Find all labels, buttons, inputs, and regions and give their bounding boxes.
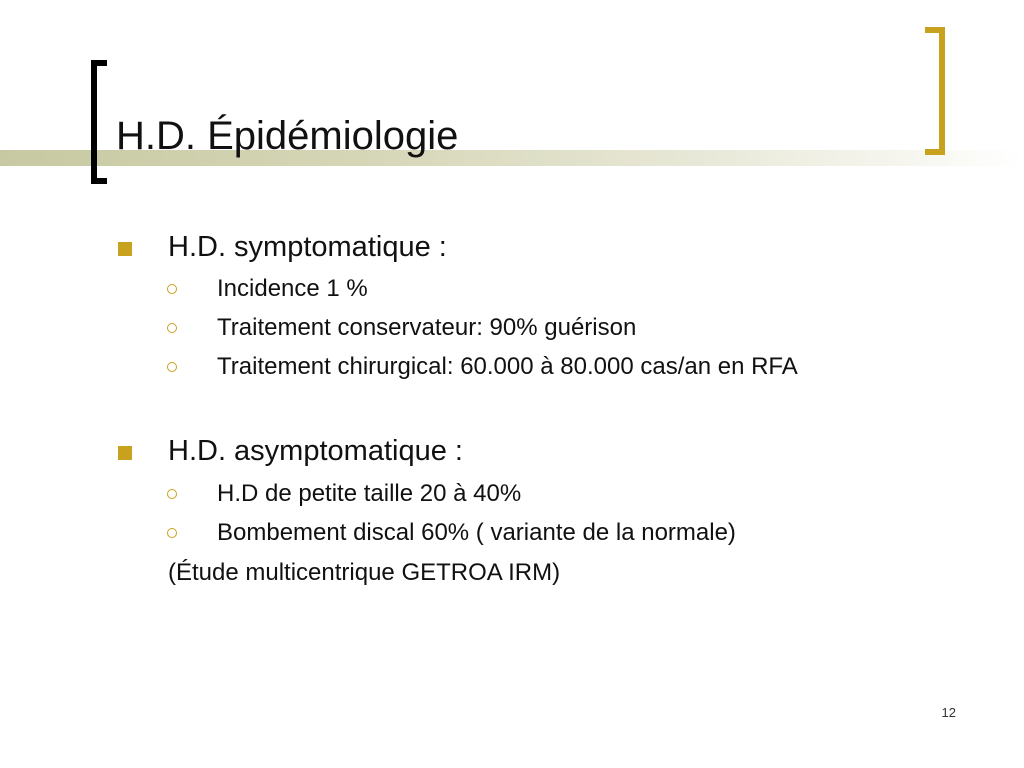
square-bullet-icon (118, 446, 132, 460)
section-heading-asymptomatique: H.D. asymptomatique : (168, 435, 463, 467)
list-item: Traitement conservateur: 90% guérison (217, 314, 637, 341)
page-number: 12 (941, 705, 956, 720)
left-bracket-decoration (91, 60, 107, 184)
study-note: (Étude multicentrique GETROA IRM) (168, 559, 561, 586)
list-item: Bombement discal 60% ( variante de la normale) (217, 519, 736, 546)
list-item: Traitement chirurgical: 60.000 à 80.000 cas/an en RFA (217, 353, 798, 380)
ring-bullet-icon (167, 528, 177, 538)
ring-bullet-icon (167, 284, 177, 294)
slide-title: H.D. Épidémiologie (116, 114, 459, 158)
section-heading-symptomatique: H.D. symptomatique : (168, 231, 447, 263)
right-bracket-decoration (925, 27, 945, 155)
list-item: Incidence 1 % (217, 275, 368, 302)
ring-bullet-icon (167, 323, 177, 333)
square-bullet-icon (118, 242, 132, 256)
ring-bullet-icon (167, 489, 177, 499)
ring-bullet-icon (167, 362, 177, 372)
list-item: H.D de petite taille 20 à 40% (217, 480, 522, 507)
